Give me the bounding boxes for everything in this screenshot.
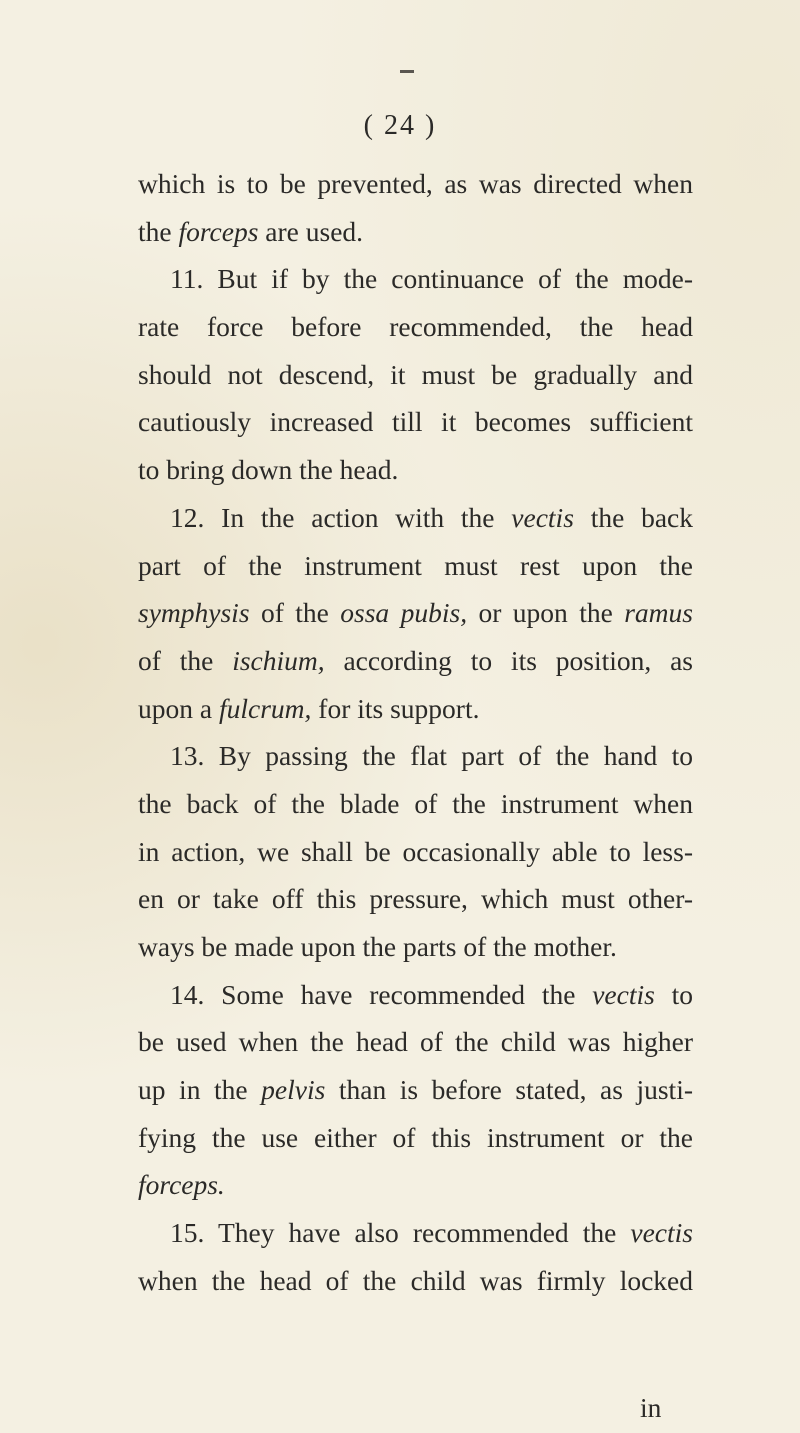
text-run: be used when the head of the child was higher <box>138 1026 693 1058</box>
text-run: according to its position, as <box>324 644 693 676</box>
italic-term: pelvis <box>261 1074 326 1106</box>
italic-term: vectis <box>511 501 574 533</box>
page-mark <box>400 70 414 73</box>
text-run: of the <box>138 644 233 676</box>
text-line <box>138 923 693 971</box>
text-run: the back of the blade of the instrument when <box>138 787 693 819</box>
text-run: should not descend, it must be gradually and <box>138 358 693 390</box>
text-line <box>138 971 693 1019</box>
italic-term: vectis <box>630 1217 693 1249</box>
italic-term: vectis <box>592 978 655 1010</box>
text-line <box>138 542 693 590</box>
text-line <box>138 303 693 351</box>
text-run: up in the <box>138 1074 262 1106</box>
text-line <box>138 828 693 876</box>
italic-term: fulcrum, <box>218 692 312 724</box>
text-line <box>138 780 693 828</box>
text-run: are used. <box>258 215 364 247</box>
italic-term: ramus <box>624 597 693 629</box>
text-run: upon a <box>138 692 219 724</box>
text-run: which is to be prevented, as was directed when <box>138 168 693 199</box>
text-line <box>138 208 693 256</box>
text-run: part of the instrument must rest upon the <box>138 549 693 581</box>
text-run: of the <box>249 597 341 629</box>
text-line <box>138 1161 693 1209</box>
italic-term: ischium, <box>232 644 325 676</box>
italic-term: forceps <box>178 215 259 247</box>
text-line <box>138 398 693 446</box>
body-text <box>138 160 693 1305</box>
italic-term: symphysis <box>138 597 250 629</box>
text-line <box>138 1114 693 1162</box>
text-run: 12. In the action with the <box>170 501 512 533</box>
text-line <box>138 589 693 637</box>
text-run: rate force before recommended, the head <box>138 311 693 343</box>
text-line <box>138 637 693 685</box>
text-line <box>138 1018 693 1066</box>
text-line <box>138 1257 693 1305</box>
text-run: en or take off this pressure, which must other- <box>138 883 693 915</box>
text-run: the back <box>573 501 693 533</box>
text-run: for its support. <box>311 692 480 724</box>
text-run: 15. They have also recommended the <box>170 1217 631 1249</box>
catchword: in <box>640 1392 662 1423</box>
text-run: when the head of the child was firmly locked <box>138 1264 693 1296</box>
italic-term: forceps. <box>138 1169 225 1201</box>
text-line <box>138 732 693 780</box>
text-line <box>138 351 693 399</box>
text-run: 14. Some have recommended the <box>170 978 593 1010</box>
text-run: than is before stated, as justi- <box>325 1074 693 1106</box>
text-line <box>138 1066 693 1114</box>
page-number-header: ( 24 ) <box>363 110 437 141</box>
text-line <box>138 446 693 494</box>
text-line <box>138 494 693 542</box>
text-line <box>138 160 693 208</box>
text-run: 13. By passing the flat part of the hand to <box>170 740 693 772</box>
text-run: cautiously increased till it becomes sufficient <box>138 406 693 438</box>
text-run: to bring down the head. <box>138 454 399 486</box>
text-run: ways be made upon the parts of the mother. <box>138 931 617 962</box>
text-run: 11. But if by the continuance of the mode- <box>170 263 693 295</box>
text-run: the <box>138 215 179 247</box>
text-line <box>138 255 693 303</box>
text-line <box>138 685 693 733</box>
italic-term: ossa pubis, <box>340 597 468 629</box>
text-line <box>138 875 693 923</box>
text-run: in action, we shall be occasionally able to less- <box>138 835 693 867</box>
text-run: to <box>654 978 694 1010</box>
text-run: fying the use either of this instrument or the <box>138 1121 693 1153</box>
text-run: or upon the <box>467 597 625 629</box>
text-line <box>138 1209 693 1257</box>
